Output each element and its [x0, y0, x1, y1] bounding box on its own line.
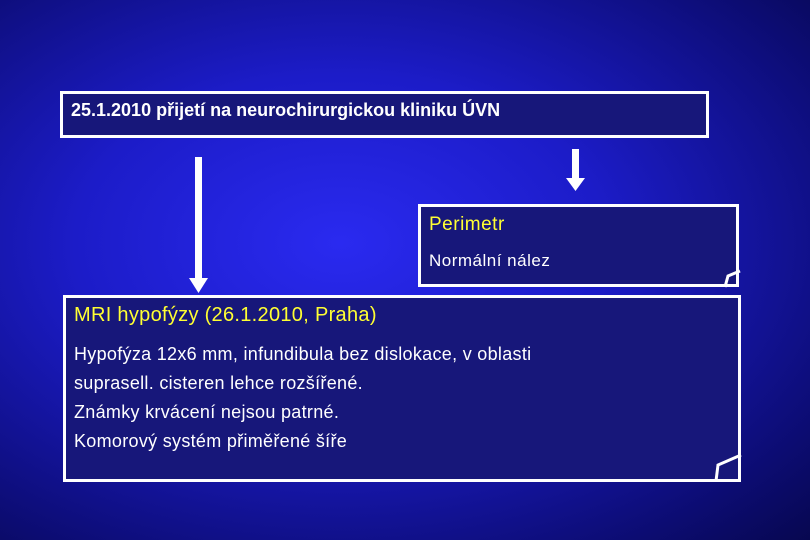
mri-fold-corner [716, 455, 741, 481]
arrow-to-mri [189, 157, 208, 293]
arrow-to-perimetr [566, 149, 585, 191]
perimetr-title: Perimetr [429, 214, 505, 235]
perimetr-result: Normální nález [429, 251, 551, 270]
perimetr-fold-corner [725, 271, 740, 287]
mri-finding-line: Komorový systém přiměřené šíře [74, 431, 348, 451]
mri-finding-line: suprasell. cisteren lehce rozšířené. [74, 373, 363, 393]
mri-finding-line: Hypofýza 12x6 mm, infundibula bez dislokace, v oblasti [74, 344, 532, 364]
admission-text: 25.1.2010 přijetí na neurochirurgickou kliniku ÚVN [71, 100, 501, 120]
mri-title: MRI hypofýzy (26.1.2010, Praha) [74, 304, 377, 326]
mri-finding-line: Známky krvácení nejsou patrné. [74, 402, 340, 422]
